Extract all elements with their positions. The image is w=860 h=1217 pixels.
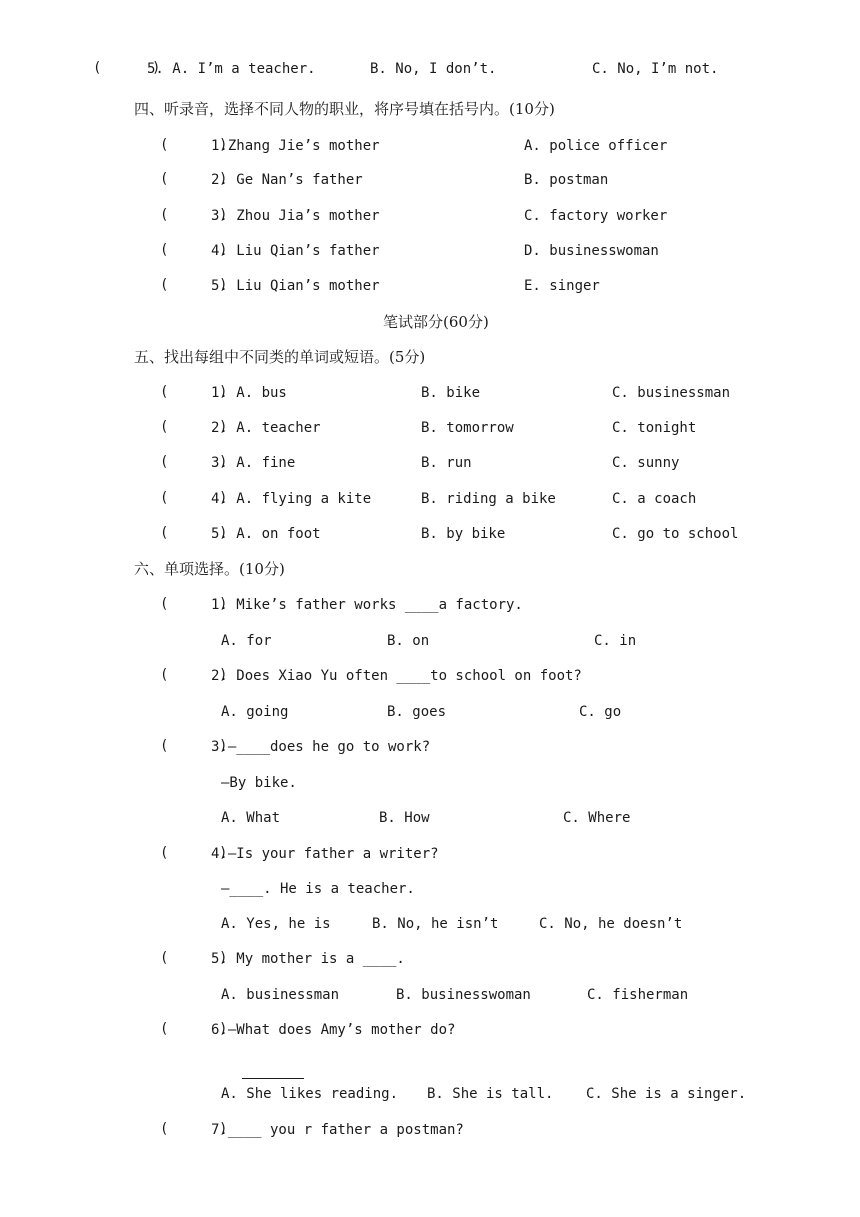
option-b: B. No, he isn’t xyxy=(372,916,499,932)
answer-bracket[interactable]: ( ) xyxy=(160,1121,228,1137)
option-c: C. go to school xyxy=(612,526,739,542)
option-b: B. tomorrow xyxy=(421,420,514,436)
occupation-option: C. factory worker xyxy=(524,208,668,224)
section-6-title: 六、单项选择。(10分) xyxy=(134,560,285,578)
question-stem: 3.—____does he go to work? xyxy=(211,739,431,755)
question-stem: 4.—Is your father a writer? xyxy=(211,846,439,862)
dialogue-reply: —By bike. xyxy=(221,775,297,791)
option-b: B. businesswoman xyxy=(396,987,531,1003)
answer-bracket[interactable]: ( ) xyxy=(160,207,228,223)
option-b: B. How xyxy=(379,810,430,826)
option-a: A. businessman xyxy=(221,987,340,1003)
listening-item: 4. Liu Qian’s father xyxy=(211,243,380,259)
option-c: C. No, he doesn’t xyxy=(539,916,683,932)
section-4-title: 四、听录音，选择不同人物的职业，将序号填在括号内。(10分) xyxy=(134,100,555,118)
listening-item: 1.Zhang Jie’s mother xyxy=(211,138,380,154)
answer-bracket[interactable]: ( ) xyxy=(160,242,228,258)
listening-item: 3. Zhou Jia’s mother xyxy=(211,208,380,224)
answer-bracket[interactable]: ( ) xyxy=(160,738,228,754)
question-stem: 6.—What does Amy’s mother do? xyxy=(211,1022,456,1038)
option-c: C. She is a singer. xyxy=(586,1086,747,1102)
option-a: 2. A. teacher xyxy=(211,420,321,436)
answer-bracket[interactable]: ( ) xyxy=(160,171,228,187)
option-a: 4. A. flying a kite xyxy=(211,491,372,507)
answer-bracket[interactable]: ( ) xyxy=(160,596,228,612)
option-a: A. going xyxy=(221,704,289,720)
answer-bracket[interactable]: ( ) xyxy=(160,277,228,293)
listening-item: 2. Ge Nan’s father xyxy=(211,172,363,188)
question-text: 5. A. I’m a teacher. xyxy=(147,61,316,77)
option-a: 1. A. bus xyxy=(211,385,287,401)
question-stem: 2. Does Xiao Yu often ____to school on foot? xyxy=(211,668,582,684)
answer-bracket[interactable]: ( ) xyxy=(160,454,228,470)
option-b: B. goes xyxy=(387,704,447,720)
answer-bracket[interactable]: ( ) xyxy=(160,950,228,966)
answer-bracket[interactable]: ( ) xyxy=(160,419,228,435)
answer-bracket[interactable]: ( ) xyxy=(160,384,228,400)
option-b: B. on xyxy=(387,633,430,649)
dialogue-reply: —____. He is a teacher. xyxy=(221,881,415,897)
option-a: A. What xyxy=(221,810,281,826)
answer-bracket[interactable]: ( ) xyxy=(160,137,228,153)
option-c: C. businessman xyxy=(612,385,731,401)
option-a: A. for xyxy=(221,633,272,649)
option-a: 5. A. on foot xyxy=(211,526,321,542)
written-part-title: 笔试部分(60分) xyxy=(383,313,489,331)
option-b: B. by bike xyxy=(421,526,506,542)
answer-blank-line[interactable] xyxy=(242,1078,304,1079)
option-c: C. Where xyxy=(563,810,631,826)
option-c: C. tonight xyxy=(612,420,697,436)
section-5-title: 五、找出每组中不同类的单词或短语。(5分) xyxy=(134,348,426,366)
option-a: 3. A. fine xyxy=(211,455,296,471)
question-stem: 5. My mother is a ____. xyxy=(211,951,405,967)
answer-bracket[interactable]: ( ) xyxy=(160,525,228,541)
answer-bracket[interactable]: ( ) xyxy=(160,667,228,683)
option-c: C. No, I’m not. xyxy=(592,61,719,77)
option-c: C. in xyxy=(594,633,637,649)
option-c: C. sunny xyxy=(612,455,680,471)
question-stem: 7.____ you r father a postman? xyxy=(211,1122,464,1138)
answer-bracket[interactable]: ( ) xyxy=(160,490,228,506)
option-b: B. run xyxy=(421,455,472,471)
occupation-option: D. businesswoman xyxy=(524,243,659,259)
occupation-option: E. singer xyxy=(524,278,600,294)
option-c: C. go xyxy=(579,704,622,720)
question-stem: 1. Mike’s father works ____a factory. xyxy=(211,597,523,613)
option-b: B. riding a bike xyxy=(421,491,556,507)
answer-bracket[interactable]: ( ) xyxy=(93,60,161,76)
occupation-option: B. postman xyxy=(524,172,609,188)
listening-item: 5. Liu Qian’s mother xyxy=(211,278,380,294)
answer-bracket[interactable]: ( ) xyxy=(160,1021,228,1037)
answer-bracket[interactable]: ( ) xyxy=(160,845,228,861)
occupation-option: A. police officer xyxy=(524,138,668,154)
option-c: C. a coach xyxy=(612,491,697,507)
option-c: C. fisherman xyxy=(587,987,689,1003)
option-a: A. Yes, he is xyxy=(221,916,331,932)
option-b: B. No, I don’t. xyxy=(370,61,497,77)
option-a: A. She likes reading. xyxy=(221,1086,399,1102)
option-b: B. She is tall. xyxy=(427,1086,554,1102)
option-b: B. bike xyxy=(421,385,481,401)
